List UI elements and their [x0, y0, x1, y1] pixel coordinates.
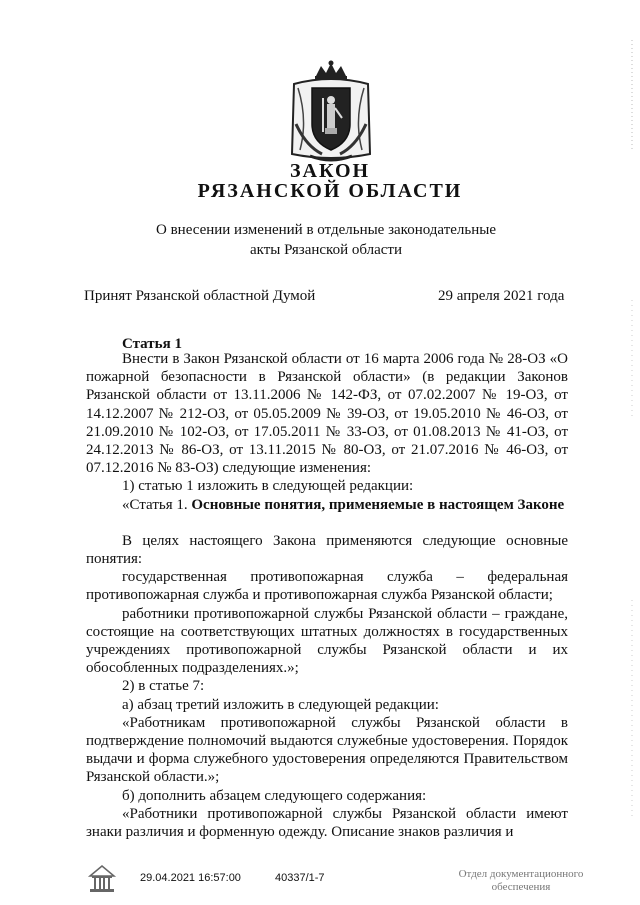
adopted-by: Принят Рязанской областной Думой	[84, 288, 316, 304]
quoted-article-prefix: «Статья 1.	[122, 496, 188, 513]
law-body	[86, 350, 568, 841]
paragraph: Внести в Закон Рязанской области от 16 марта 2006 года № 28-ОЗ «О пожарной безопасности в Рязанской области» (в редакции Законов Рязанской области от 13.11.2006 № 142-ФЗ, от 07.02.2007 № 19-ОЗ, от 14.12.2007 № 212-ОЗ, от 05.05.2009 № 39-ОЗ, от 19.05.2010 № 46-ОЗ, от 21.09.2010 № 102-ОЗ, от 17.05.2011 № 33-ОЗ, от 01.08.2013 № 41-ОЗ, от 24.12.2013 № 86-ОЗ, от 13.11.2015 № 80-ОЗ, от 21.07.2016 № 46-ОЗ, от 07.12.2016 № 83-ОЗ) следующие изменения:	[86, 351, 568, 477]
stamp-line2: обеспечения	[491, 881, 551, 893]
paragraph: государственная противопожарная служба – федеральная противопожарная служба и противопожарная служба Рязанской области;	[86, 569, 568, 604]
scan-edge-marks	[628, 40, 636, 860]
duma-building-icon	[86, 862, 118, 896]
paragraph: 1) статью 1 изложить в следующей редакции:	[122, 478, 414, 495]
footer-doc-number: 40337/1-7	[275, 872, 325, 884]
article-heading: Статья 1	[122, 336, 182, 352]
law-title-line1: ЗАКОН	[289, 160, 371, 182]
paragraph: «Работникам противопожарной службы Рязанской области в подтверждение полномочий выдаются служебные удостоверения. Порядок выдачи и форма служебного удостоверения определяются Правительством Рязанской области.»;	[86, 714, 568, 786]
paragraph: В целях настоящего Закона применяются следующие основные понятия:	[86, 532, 568, 568]
footer-datetime: 29.04.2021 16:57:00	[140, 872, 241, 884]
footer-stamp	[436, 868, 606, 894]
paragraph: б) дополнить абзацем следующего содержания:	[122, 787, 427, 804]
subtitle-line2: акты Рязанской области	[249, 242, 402, 258]
paragraph: 2) в статье 7:	[122, 678, 205, 695]
law-title-line2: РЯЗАНСКОЙ ОБЛАСТИ	[197, 180, 463, 202]
paragraph: работники противопожарной службы Рязанской области – граждане, состоящие на соответствующих штатных должностях в государственных учреждениях противопожарной службы Рязанской области и их обособленных подразделениях.»;	[86, 605, 568, 677]
law-subtitle	[0, 220, 640, 260]
paragraph: а) абзац третий изложить в следующей редакции:	[122, 696, 439, 713]
adopted-date: 29 апреля 2021 года	[438, 288, 565, 304]
paragraph: «Работники противопожарной службы Рязанской области имеют знаки различия и форменную одежду. Описание знаков различия и	[86, 805, 568, 841]
quoted-article-heading	[86, 496, 568, 514]
coat-of-arms-icon	[288, 60, 374, 164]
quoted-article-title: Основные понятия, применяемые в настоящем Законе	[191, 496, 565, 513]
subtitle-line1: О внесении изменений в отдельные законодательные	[156, 222, 496, 238]
stamp-line1: Отдел документационного	[458, 868, 584, 880]
